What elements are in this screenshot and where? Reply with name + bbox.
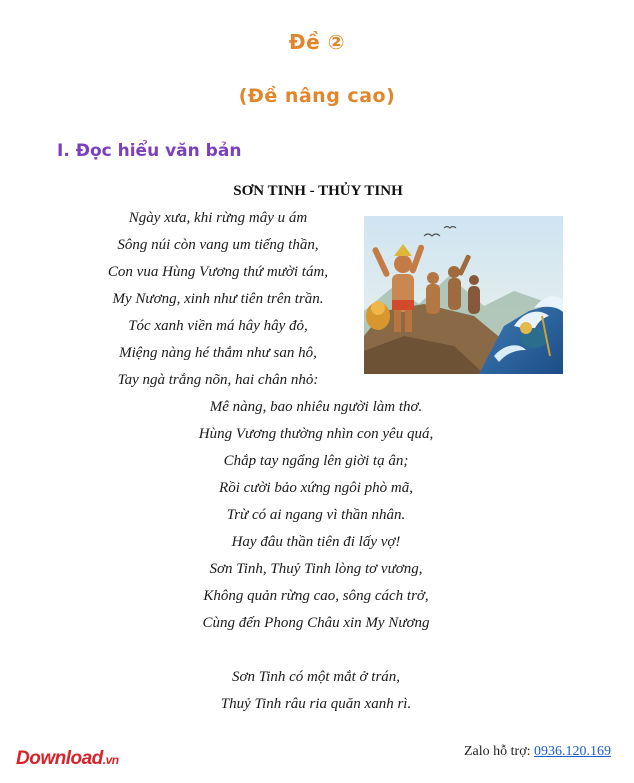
poem-line: Mê nàng, bao nhiêu người làm thơ. bbox=[209, 399, 423, 415]
poem-line: Hay đâu thần tiên đi lấy vợ! bbox=[231, 534, 401, 550]
son-tinh-thuy-tinh-illustration bbox=[364, 216, 563, 374]
zalo-support bbox=[464, 744, 611, 760]
poem-line: Tóc xanh viền má hây hây đỏ, bbox=[128, 318, 308, 334]
poem-line: Sơn Tinh có một mắt ở trán, bbox=[231, 669, 401, 685]
poem-line: Chắp tay ngẩng lên giời tạ ân; bbox=[223, 453, 409, 469]
poem-line: Sơn Tinh, Thuỷ Tinh lòng tơ vương, bbox=[209, 561, 423, 577]
poem-line: Ngày xưa, khi rừng mây u ám bbox=[128, 210, 308, 226]
poem-line: Con vua Hùng Vương thứ mười tám, bbox=[107, 264, 329, 280]
poem-line: My Nương, xinh như tiên trên trần. bbox=[112, 291, 324, 307]
poem-line: Hùng Vương thường nhìn con yêu quá, bbox=[198, 426, 434, 442]
exam-subtitle: (Đề nâng cao) bbox=[238, 85, 396, 107]
poem-title: SƠN TINH - THỦY TINH bbox=[233, 183, 403, 199]
poem-line: Rồi cười bảo xứng ngôi phò mã, bbox=[219, 480, 413, 496]
download-vn-logo[interactable] bbox=[16, 748, 119, 770]
poem-line: Không quản rừng cao, sông cách trở, bbox=[203, 588, 429, 604]
logo-domain: .vn bbox=[102, 753, 119, 767]
poem-line: Thuỷ Tinh râu ria quăn xanh rì. bbox=[220, 696, 412, 712]
poem-line: Tay ngà trắng nõn, hai chân nhỏ: bbox=[117, 372, 319, 388]
support-label: Zalo hỗ trợ: bbox=[464, 744, 534, 759]
poem-line: Cùng đến Phong Châu xin My Nương bbox=[202, 615, 430, 631]
section-heading: I. Đọc hiểu văn bản bbox=[57, 141, 242, 161]
exam-title: Đề ② bbox=[288, 30, 346, 54]
poem-line: Miệng nàng hé thắm như san hô, bbox=[119, 345, 317, 361]
support-phone-link[interactable]: 0936.120.169 bbox=[534, 744, 611, 759]
poem-line: Trừ có ai ngang vì thần nhân. bbox=[226, 507, 406, 523]
logo-text: Download bbox=[16, 748, 103, 769]
poem-line: Sông núi còn vang um tiếng thần, bbox=[117, 237, 319, 253]
